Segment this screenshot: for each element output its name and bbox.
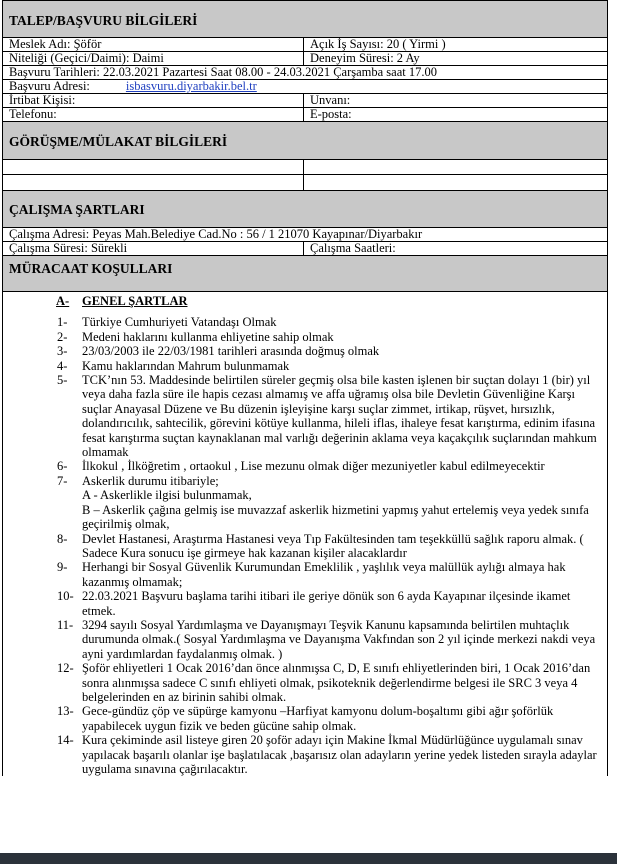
condition-item: [3, 315, 599, 329]
interview-row-2: [3, 175, 607, 190]
condition-number: 3-: [57, 344, 68, 359]
condition-number: 14-: [57, 733, 74, 748]
row-irtibat: [3, 94, 607, 108]
telefon-field: Telefonu:: [3, 108, 304, 121]
condition-text: Kura çekiminde asil listeye giren 20 şoför adayı için Makine İkmal Müdürlüğünce uygulamalı sınav yapılacak başarılı olanlar işe başlatılacak ,başarısız olan adayların yerine yedek listeden sırayla adaylar uygulama sınavına çağırılacaktır.: [82, 733, 597, 776]
condition-item: [3, 344, 599, 358]
row-niteligi: [3, 52, 607, 66]
condition-number: 6-: [57, 459, 68, 474]
row-adres: [3, 80, 607, 94]
section-header-interview: GÖRÜŞME/MÜLAKAT BİLGİLERİ: [3, 121, 607, 160]
condition-text: Türkiye Cumhuriyeti Vatandaşı Olmak: [82, 315, 277, 330]
calisma-adresi: Çalışma Adresi: Peyas Mah.Belediye Cad.No : 56 / 1 21070 Kayapınar/Diyarbakır: [9, 228, 423, 241]
condition-number: 13-: [57, 704, 74, 719]
interview-row-1: [3, 160, 607, 175]
unvan-field: Unvanı:: [310, 94, 351, 107]
section-header-application: TALEP/BAŞVURU BİLGİLERİ: [3, 0, 607, 38]
condition-text: Şoför ehliyetleri 1 Ocak 2016’dan önce alınmışsa C, D, E sınıfı ehliyetlerinden biri, 1 Ocak 2016’dan sonra alınmışsa sadece C sınıfı ehliyeti olmak, psikoteknik değerlendirme belgesi ile SRC 3 veya 4 belgelerinden en az birinin sahibi olmak.: [82, 661, 591, 704]
condition-text: Kamu haklarından Mahrum bulunmamak: [82, 358, 290, 373]
condition-item: [3, 618, 599, 661]
condition-item: [3, 330, 599, 344]
condition-item: [3, 488, 599, 502]
calisma-saatleri: Çalışma Saatleri:: [310, 242, 396, 255]
condition-number: 4-: [57, 358, 68, 373]
basvuru-link[interactable]: isbasvuru.diyarbakir.bel.tr: [125, 80, 257, 93]
condition-text: 3294 sayılı Sosyal Yardımlaşma ve Dayanışmayı Teşvik Kanunu kapsamında belirtilen muhtaçlık durumunda olmak.( Sosyal Yardımlaşma ve Dayanışma Vakfından son 2 yıl içinde merkezi nakdi veya ayni yardımlardan faydalanmış olmak. ): [82, 617, 596, 661]
condition-item: [3, 532, 599, 561]
interview-cell: [3, 175, 304, 190]
condition-number: 8-: [57, 531, 68, 546]
condition-text: A - Askerlikle ilgisi bulunmamak,: [82, 488, 252, 503]
meslek-field: Meslek Adı: Şöför: [3, 38, 304, 51]
condition-item: [3, 503, 599, 532]
heading-text: GENEL ŞARTLAR: [82, 294, 188, 308]
condition-number: 2-: [57, 329, 68, 344]
conditions-body: [3, 292, 607, 776]
condition-text: Askerlik durumu itibariyle;: [82, 473, 219, 488]
heading-number: A-: [56, 294, 70, 308]
genel-sartlar-heading: [56, 294, 599, 308]
conditions-list: [3, 315, 599, 776]
condition-item: [3, 359, 599, 373]
condition-text: Medeni haklarını kullanma ehliyetine sahip olmak: [82, 329, 334, 344]
condition-number: [3, 488, 82, 502]
condition-text: Devlet Hastanesi, Araştırma Hastanesi veya Tıp Fakültesinden tam teşekküllü sağlık raporu almak. ( Sadece Kura sonucu işe girmeye hak kazanan kişiler alacaklardır: [82, 531, 584, 560]
condition-text: İlkokul , İlköğretim , ortaokul , Lise mezunu olmak diğer mezuniyetler kabul edilmeyecektir: [82, 459, 545, 474]
row-calisma-adresi: [3, 228, 607, 242]
irtibat-field: İrtibat Kişisi:: [3, 94, 304, 107]
condition-number: 7-: [57, 473, 68, 488]
row-calisma-suresi: [3, 242, 607, 255]
condition-number: 1-: [57, 315, 68, 330]
condition-item: [3, 589, 599, 618]
row-tarihler: [3, 66, 607, 80]
interview-cell: [304, 160, 607, 174]
acik-is-field: Açık İş Sayısı: 20 ( Yirmi ): [310, 38, 446, 51]
document: [2, 0, 608, 776]
condition-number: 12-: [57, 661, 74, 676]
basvuru-adresi: [3, 80, 607, 93]
condition-number: 5-: [57, 373, 68, 388]
row-telefon: [3, 108, 607, 121]
calisma-suresi: Çalışma Süresi: Sürekli: [3, 242, 304, 255]
condition-text: Gece-gündüz çöp ve süpürge kamyonu –Harfiyat kamyonu dolum-boşaltımı gibi ağır şoförlük yapabilecek uygun fizik ve beden gücüne sahip olmak.: [82, 704, 554, 733]
interview-cell: [3, 160, 304, 174]
eposta-field: E-posta:: [310, 108, 352, 121]
adres-label: Başvuru Adresi:: [9, 80, 90, 93]
condition-text: B – Askerlik çağına gelmiş ise muvazzaf askerlik hizmetini yapmış yahut ertelemiş veya yedek sınıfa geçirilmiş olmak,: [82, 502, 589, 532]
condition-text: Herhangi bir Sosyal Güvenlik Kurumundan Emeklilik , yaşlılık veya malüllük aylığı almaya hak kazanmış olmamak;: [82, 560, 566, 589]
condition-number: 11-: [57, 617, 74, 632]
condition-item: [3, 474, 599, 488]
basvuru-tarihleri: Başvuru Tarihleri: 22.03.2021 Pazartesi Saat 08.00 - 24.03.2021 Çarşamba saat 17.00: [9, 66, 437, 79]
niteligi-field: Niteliği (Geçici/Daimi): Daimi: [3, 52, 304, 65]
condition-number: [3, 503, 82, 532]
condition-item: [3, 373, 599, 459]
section-header-conditions: MÜRACAAT KOŞULLARI: [3, 255, 607, 292]
condition-item: [3, 704, 599, 733]
row-meslek: [3, 38, 607, 52]
interview-cell: [304, 175, 607, 190]
condition-item: [3, 459, 599, 473]
condition-text: TCK’nın 53. Maddesinde belirtilen süreler geçmiş olsa bile kasten işlenen bir suçtan dolayı 1 (bir) yıl veya daha fazla süre ile hapis cezası almamış ve affa uğramış olsa bile Devletin Güvenliğine Karşı suçlar Anayasal Düzene ve Bu düzenin işleyişine karşı suçlar zimmet, irtikap, rüşvet, hırsızlık, dolandırıcılık, sahtecilik, görevini kötüye kullanma, hileli iflas, ihaleye fesat karıştırma, edinim ifasına fesat karıştırma suçtan kaynaklanan mal varlığı değerinin aklama veya kaçakçılık suçlarından mahkum olmamak: [82, 373, 597, 460]
condition-item: [3, 560, 599, 589]
footer-bar: [0, 853, 617, 864]
deneyim-field: Deneyim Süresi: 2 Ay: [310, 52, 420, 65]
condition-text: 23/03/2003 ile 22/03/1981 tarihleri arasında doğmuş olmak: [82, 344, 380, 359]
section-header-work: ÇALIŞMA ŞARTLARI: [3, 190, 607, 228]
condition-item: [3, 661, 599, 704]
condition-item: [3, 733, 599, 776]
condition-number: 9-: [57, 560, 68, 575]
condition-text: 22.03.2021 Başvuru başlama tarihi itibari ile geriye dönük son 6 ayda Kayapınar ilçesinde ikamet etmek.: [82, 589, 571, 618]
condition-number: 10-: [57, 589, 74, 604]
